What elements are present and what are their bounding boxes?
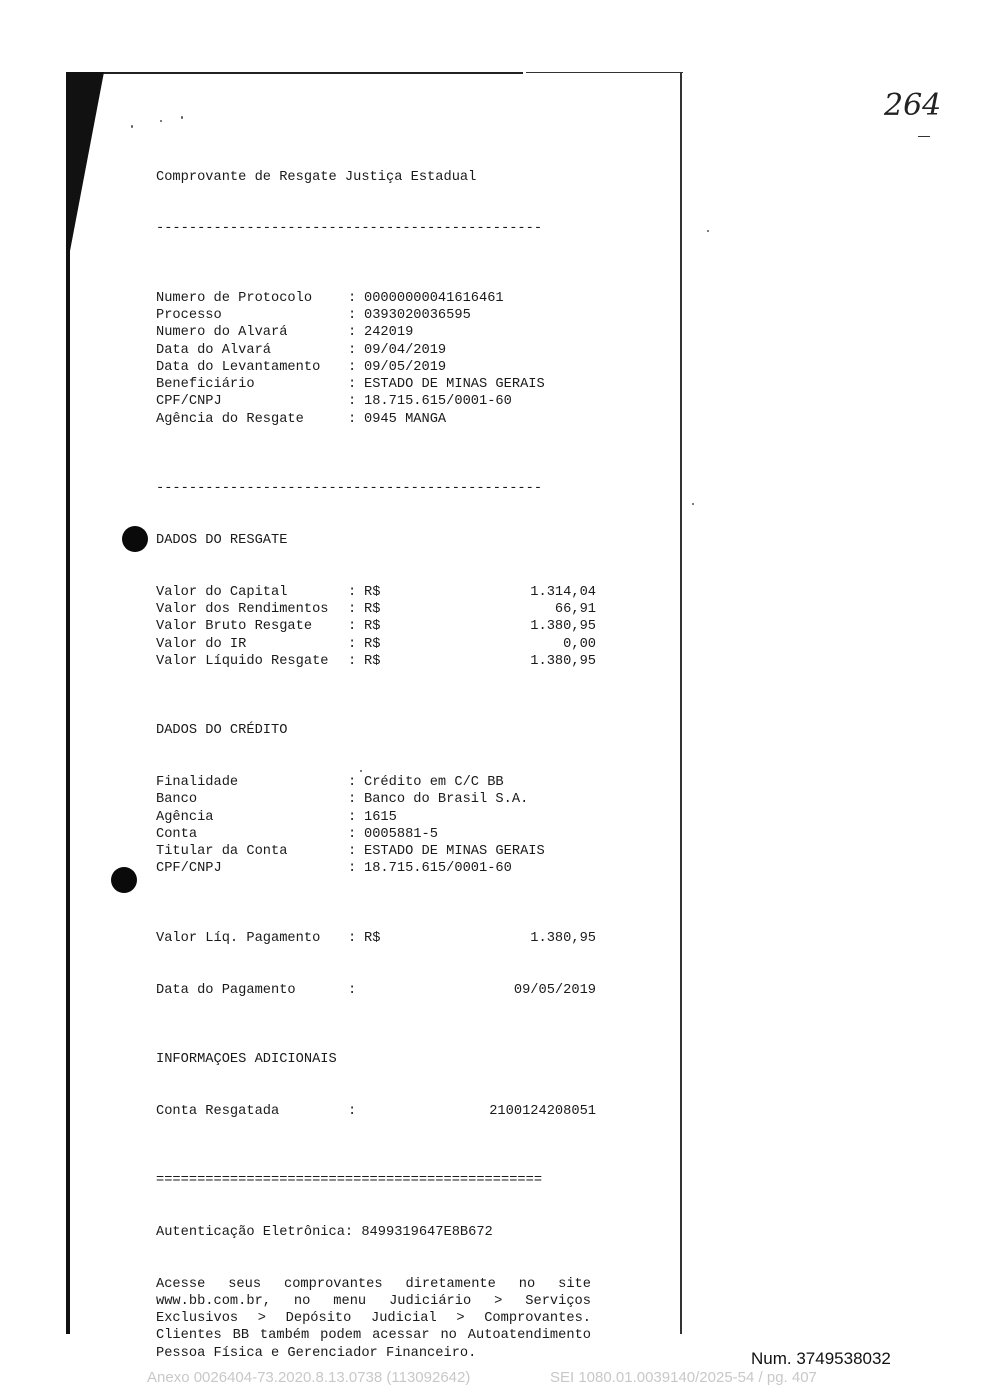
detail-label: Data do Alvará — [156, 342, 271, 358]
resgate-section — [156, 584, 596, 670]
credito-value: Banco do Brasil S.A. — [364, 792, 529, 808]
detail-label: Agência do Resgate — [156, 411, 304, 427]
resgate-label: Valor Bruto Resgate — [156, 619, 313, 635]
conta-resgatada-label: Conta Resgatada — [156, 1103, 280, 1119]
pagamento-label: Valor Líq. Pagamento — [156, 930, 321, 946]
resgate-currency: R$ — [364, 619, 381, 635]
detail-value: 242019 — [364, 325, 414, 341]
colon: : — [348, 602, 357, 618]
separator-dashes: ----------------------------------------------- — [156, 480, 543, 496]
credito-value: 18.715.615/0001-60 — [364, 861, 512, 877]
data-pagamento-row — [156, 982, 596, 999]
resgate-label: Valor Líquido Resgate — [156, 653, 329, 669]
resgate-label: Valor dos Rendimentos — [156, 602, 329, 618]
colon: : — [348, 325, 357, 341]
scan-speck — [692, 503, 694, 505]
detail-value: ESTADO DE MINAS GERAIS — [364, 377, 545, 393]
credito-label: Finalidade — [156, 774, 239, 790]
colon: : — [348, 809, 357, 825]
page-mark-underline — [918, 136, 930, 137]
resgate-amount: 1.314,04 — [530, 584, 596, 600]
pagamento-currency: R$ — [364, 930, 381, 946]
detail-row — [156, 359, 596, 376]
credito-value: ESTADO DE MINAS GERAIS — [364, 844, 545, 860]
colon: : — [348, 982, 357, 998]
credito-row — [156, 860, 596, 877]
scan-speck — [707, 230, 709, 232]
resgate-row — [156, 636, 596, 653]
detail-row — [156, 376, 596, 393]
pagamento-row — [156, 930, 596, 947]
detail-value: 0393020036595 — [364, 307, 471, 323]
colon: : — [348, 411, 357, 427]
detail-value: 0945 MANGA — [364, 411, 447, 427]
detail-value: 18.715.615/0001-60 — [364, 394, 512, 410]
autenticacao: Autenticação Eletrônica: 8499319647E8B672 — [156, 1224, 493, 1240]
colon: : — [348, 774, 357, 790]
detail-label: Numero de Protocolo — [156, 290, 313, 306]
detail-row — [156, 290, 596, 307]
credito-label: CPF/CNPJ — [156, 861, 222, 877]
credito-row — [156, 843, 596, 860]
detail-row — [156, 393, 596, 410]
conta-resgatada-row — [156, 1103, 596, 1120]
resgate-label: Valor do Capital — [156, 584, 288, 600]
conta-resgatada-value: 2100124208051 — [489, 1103, 596, 1119]
credito-section — [156, 774, 596, 878]
detail-value: 09/05/2019 — [364, 359, 447, 375]
resgate-currency: R$ — [364, 636, 381, 652]
colon: : — [348, 930, 357, 946]
detail-value: 09/04/2019 — [364, 342, 447, 358]
credito-value: 1615 — [364, 809, 397, 825]
resgate-row — [156, 653, 596, 670]
detail-row — [156, 307, 596, 324]
frame-top-border-right — [526, 72, 683, 73]
frame-top-border — [66, 72, 523, 74]
scan-speck — [131, 125, 133, 128]
colon: : — [348, 359, 357, 375]
resgate-heading: DADOS DO RESGATE — [156, 532, 288, 548]
credito-row — [156, 809, 596, 826]
punch-hole-mark — [111, 867, 137, 893]
footer-paragraph — [156, 1276, 591, 1362]
separator-equals: =============================================== — [156, 1172, 543, 1188]
resgate-amount: 1.380,95 — [530, 653, 596, 669]
colon: : — [348, 342, 357, 358]
detail-label: Data do Levantamento — [156, 359, 321, 375]
credito-row — [156, 791, 596, 808]
resgate-row — [156, 601, 596, 618]
colon: : — [348, 619, 357, 635]
colon: : — [348, 792, 357, 808]
punch-hole-mark — [122, 526, 148, 552]
detail-value: 00000000041616461 — [364, 290, 504, 306]
colon: : — [348, 636, 357, 652]
resgate-amount: 0,00 — [563, 636, 596, 652]
colon: : — [348, 861, 357, 877]
colon: : — [348, 290, 357, 306]
detail-label: CPF/CNPJ — [156, 394, 222, 410]
separator-dashes: ----------------------------------------------- — [156, 221, 543, 237]
colon: : — [348, 844, 357, 860]
credito-row — [156, 826, 596, 843]
annex-reference: Anexo 0026404-73.2020.8.13.0738 (113092642) — [147, 1369, 471, 1386]
scan-speck — [160, 120, 162, 122]
resgate-amount: 1.380,95 — [530, 619, 596, 635]
colon: : — [348, 394, 357, 410]
credito-label: Banco — [156, 792, 198, 808]
colon: : — [348, 826, 357, 842]
credito-label: Conta — [156, 826, 198, 842]
receipt-title: Comprovante de Resgate Justiça Estadual — [156, 169, 477, 185]
detail-row — [156, 411, 596, 428]
resgate-row — [156, 618, 596, 635]
credito-row — [156, 774, 596, 791]
detail-label: Numero do Alvará — [156, 325, 288, 341]
credito-label: Agência — [156, 809, 214, 825]
colon: : — [348, 377, 357, 393]
credito-value: 0005881-5 — [364, 826, 438, 842]
resgate-currency: R$ — [364, 602, 381, 618]
handwritten-page-number: 264 — [884, 88, 942, 123]
detail-row — [156, 324, 596, 341]
colon: : — [348, 307, 357, 323]
scan-speck — [360, 770, 362, 772]
footer-text: Acesse seus comprovantes diretamente no site www.bb.com.br, no menu Judiciário > Serviços Exclusivos > Depósito Judicial > Comprovantes. Clientes BB também podem acessar no Autoatendimento Pessoa Física e Gerenciador Financeiro. — [156, 1276, 591, 1361]
resgate-row — [156, 584, 596, 601]
detail-label: Processo — [156, 307, 222, 323]
pagamento-amount: 1.380,95 — [530, 930, 596, 946]
sei-reference: SEI 1080.01.0039140/2025-54 / pg. 407 — [550, 1369, 817, 1386]
data-pagamento-value: 09/05/2019 — [513, 982, 596, 998]
detail-row — [156, 342, 596, 359]
details-section — [156, 290, 596, 428]
scan-speck — [181, 116, 183, 119]
colon: : — [348, 584, 357, 600]
receipt — [156, 134, 596, 1379]
frame-shadow-wedge — [66, 72, 104, 272]
frame-right-border — [680, 72, 682, 1334]
info-heading: INFORMAÇOES ADICIONAIS — [156, 1051, 337, 1067]
resgate-currency: R$ — [364, 653, 381, 669]
document-number: Num. 3749538032 — [751, 1349, 891, 1368]
credito-label: Titular da Conta — [156, 844, 288, 860]
resgate-currency: R$ — [364, 584, 381, 600]
resgate-amount: 66,91 — [554, 602, 596, 618]
credito-heading: DADOS DO CRÉDITO — [156, 723, 288, 739]
resgate-label: Valor do IR — [156, 636, 247, 652]
colon: : — [348, 1103, 357, 1119]
credito-value: Crédito em C/C BB — [364, 774, 504, 790]
colon: : — [348, 653, 357, 669]
detail-label: Beneficiário — [156, 377, 255, 393]
data-pagamento-label: Data do Pagamento — [156, 982, 296, 998]
